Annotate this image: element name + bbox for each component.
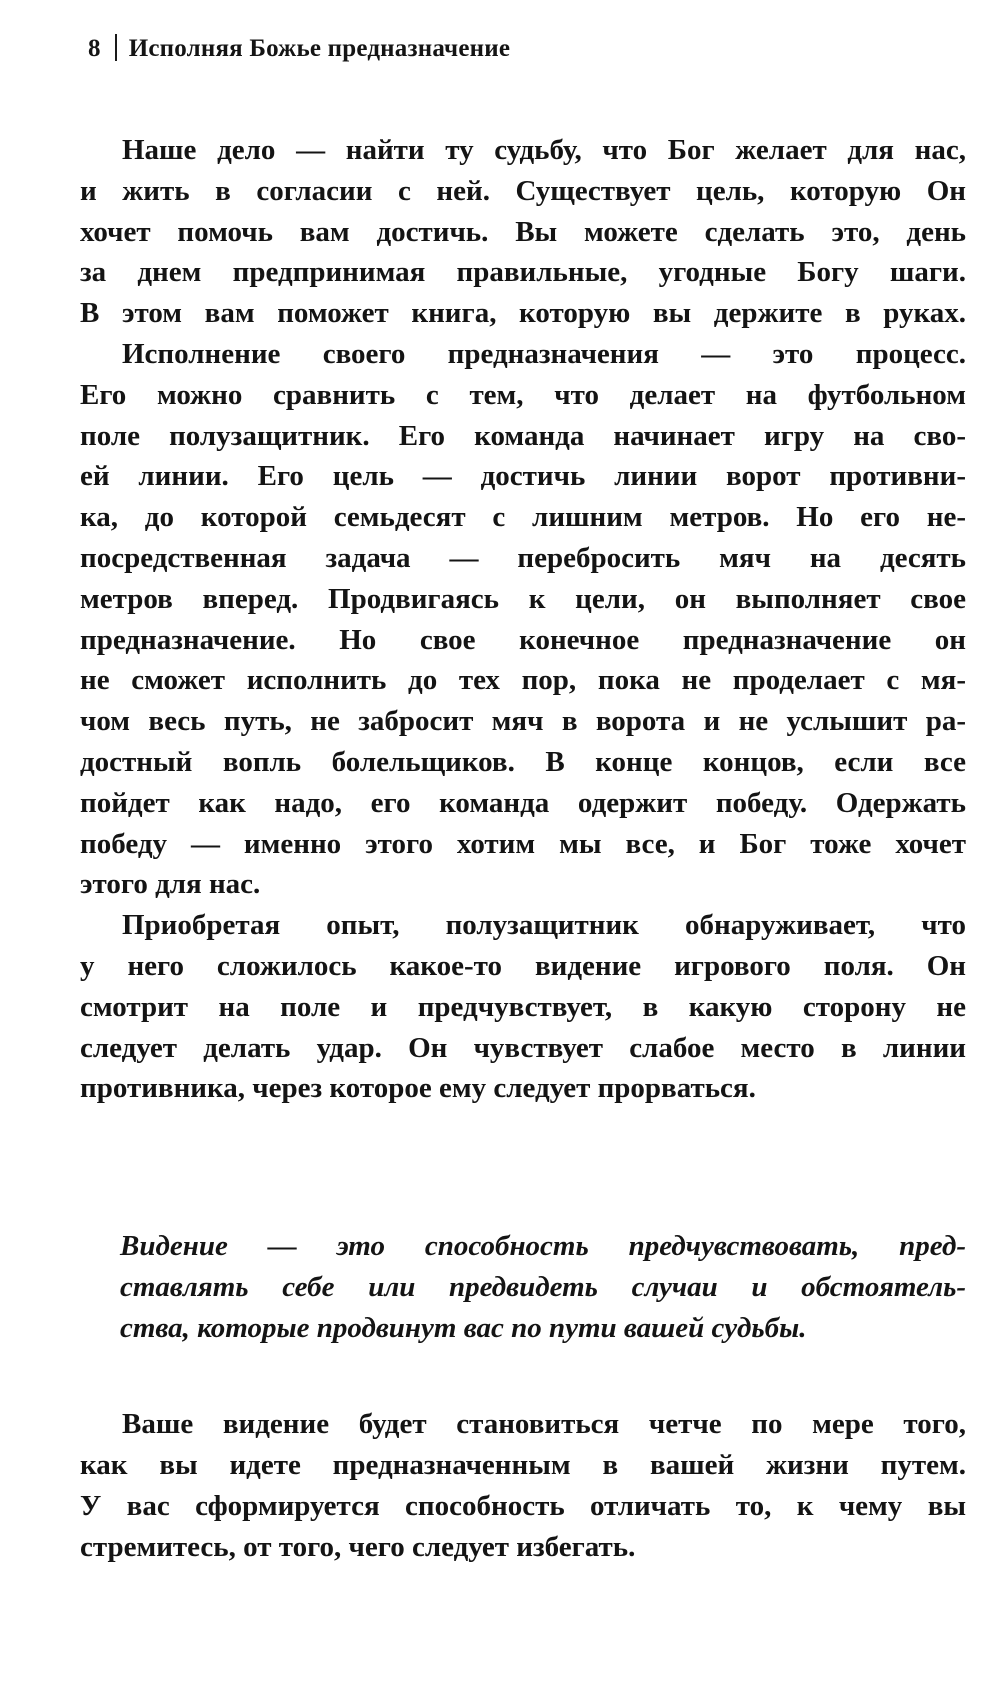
text-line: поле полузащитник. Его команда начинает игру на сво- xyxy=(80,419,966,452)
text-line: и жить в согласии с ней. Существует цель, которую Он xyxy=(80,174,966,207)
text-line: достный вопль болельщиков. В конце концов, если все xyxy=(80,745,966,778)
text-line: Приобретая опыт, полузащитник обнаруживает, что xyxy=(122,909,966,942)
text-line: Исполнение своего предназначения — это процесс. xyxy=(122,337,966,370)
page-number: 8 xyxy=(88,35,101,62)
text-line: у него сложилось какое-то видение игрового поля. Он xyxy=(80,949,966,982)
text-line: смотрит на поле и предчувствует, в какую сторону не xyxy=(80,990,966,1023)
text-line: хочет помочь вам достичь. Вы можете сделать это, день xyxy=(80,215,966,248)
text-line: ка, до которой семьдесят с лишним метров. Но его не- xyxy=(80,501,966,534)
text-line: предназначение. Но свое конечное предназначение он xyxy=(80,623,966,656)
text-line: победу — именно этого хотим мы все, и Бог тоже хочет xyxy=(80,827,966,860)
text-line: пойдет как надо, его команда одержит победу. Одержать xyxy=(80,786,966,819)
paragraph-2 xyxy=(80,334,966,905)
text-line: как вы идете предназначенным в вашей жизни путем. xyxy=(80,1449,966,1481)
text-line: не сможет исполнить до тех пор, пока не проделает с мя- xyxy=(80,664,966,697)
book-title: Исполняя Божье предназначение xyxy=(128,35,511,62)
text-line: посредственная задача — перебросить мяч на десять xyxy=(80,541,966,574)
text-line: Его можно сравнить с тем, что делает на футбольном xyxy=(80,378,966,411)
text-line: чом весь путь, не забросит мяч в ворота и не услышит ра- xyxy=(80,705,966,738)
text-line: Наше дело — найти ту судьбу, что Бог желает для нас, xyxy=(122,134,966,166)
text-line: противника, через которое ему следует прорваться. xyxy=(80,1072,756,1105)
highlight-quote xyxy=(120,1226,966,1349)
text-line: стремитесь, от того, чего следует избегать. xyxy=(80,1531,636,1563)
text-line: за днем предпринимая правильные, угодные Богу шаги. xyxy=(80,256,966,289)
text-line: метров вперед. Продвигаясь к цели, он выполняет свое xyxy=(80,582,966,615)
paragraph-1 xyxy=(80,130,966,334)
quote-line: ства, которые продвинут вас по пути вашей судьбы. xyxy=(120,1312,807,1344)
text-line: ей линии. Его цель — достичь линии ворот противни- xyxy=(80,460,966,493)
quote-line: Видение — это способность предчувствовать, пред- xyxy=(120,1230,966,1262)
paragraph-3 xyxy=(80,905,966,1109)
header-divider xyxy=(115,34,117,61)
quote-line: ставлять себе или предвидеть случаи и обстоятель- xyxy=(120,1271,966,1303)
text-line: следует делать удар. Он чувствует слабое место в линии xyxy=(80,1031,966,1064)
main-text xyxy=(80,130,966,1109)
text-line: В этом вам поможет книга, которую вы держите в руках. xyxy=(80,297,966,330)
running-head xyxy=(88,34,510,63)
text-line: У вас сформируется способность отличать то, к чему вы xyxy=(80,1490,966,1522)
paragraph-4 xyxy=(80,1404,966,1568)
text-line: Ваше видение будет становиться четче по мере того, xyxy=(122,1408,966,1440)
text-line: этого для нас. xyxy=(80,868,261,901)
